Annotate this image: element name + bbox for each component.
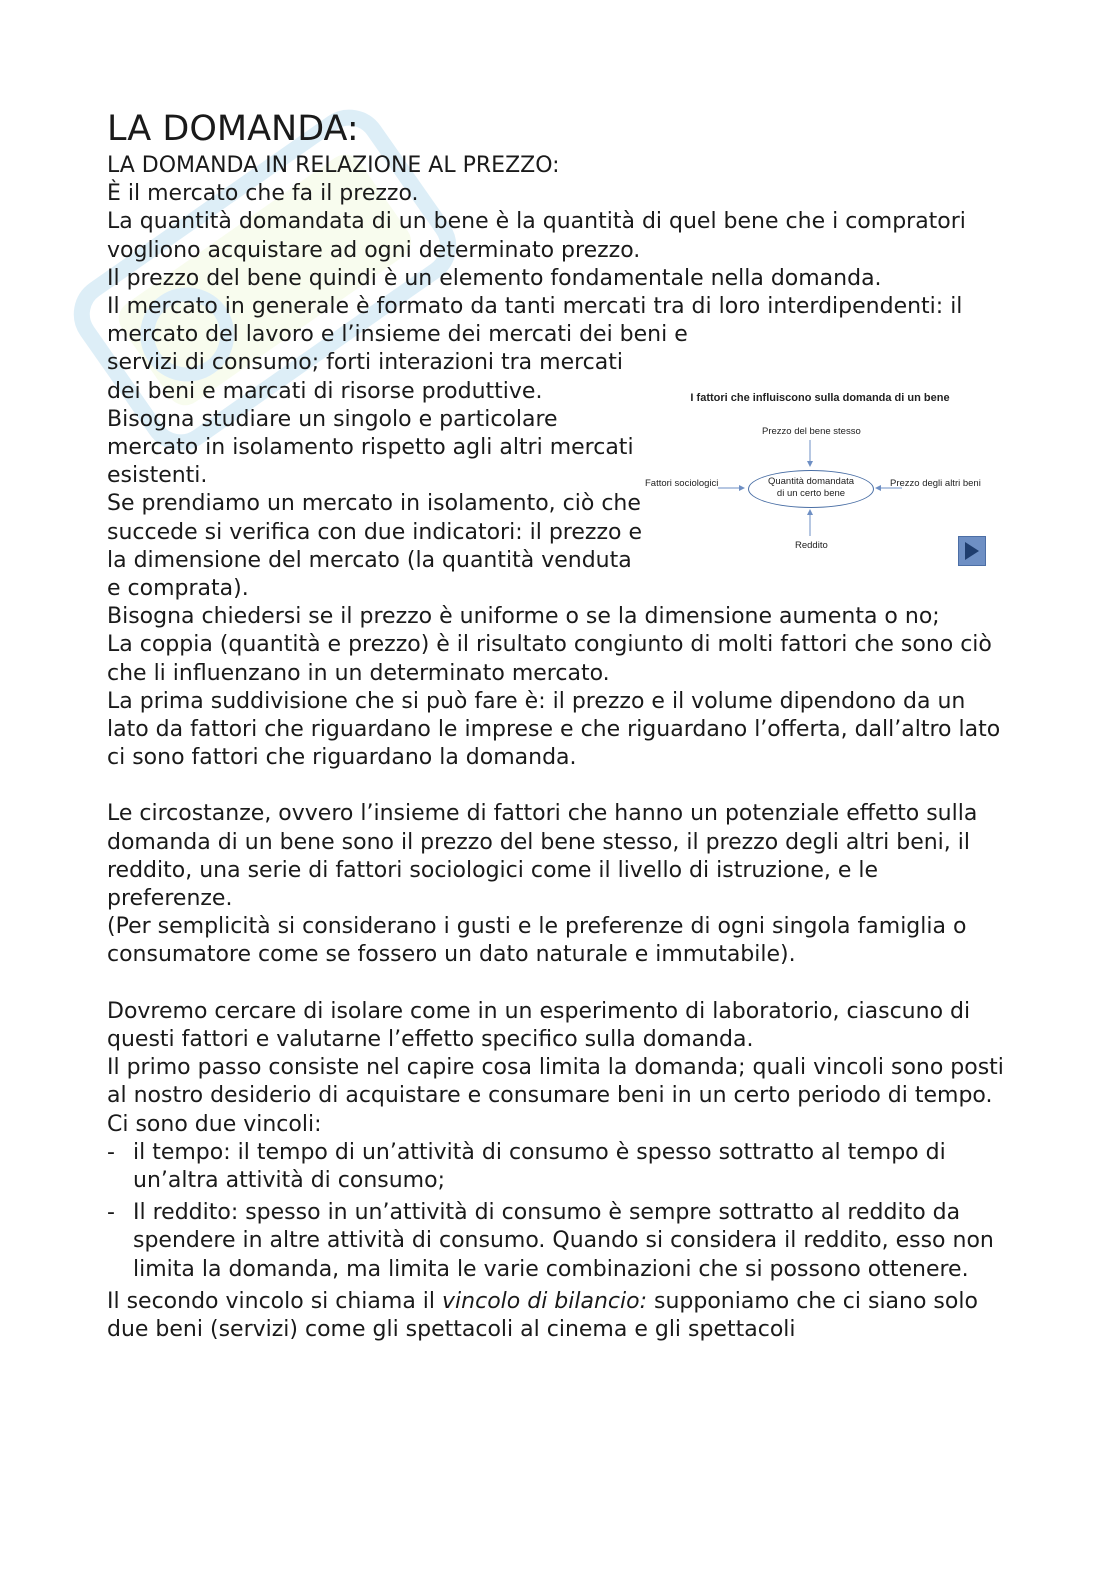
paragraph: La prima suddivisione che si può fare è: il prezzo e il volume dipendono da un lato da fattori che riguardano le imprese e che riguardano l’offerta, dall’altro lato ci sono fattori che riguardano la domanda. — [107, 688, 1001, 771]
paragraph: La quantità domandata di un bene è la quantità di quel bene che i compratori vogliono acquistare ad ogni determinato prezzo. — [107, 209, 966, 263]
paragraph: Il prezzo del bene quindi è un elemento fondamentale nella domanda. — [107, 265, 882, 291]
paragraph: Dovremo cercare di isolare come in un esperimento di laboratorio, ciascuno di questi fattori e valutarne l’effetto specifico sulla domanda. — [107, 998, 971, 1052]
paragraph: La coppia (quantità e prezzo) è il risultato congiunto di molti fattori che sono ciò che li influenzano in un determinato mercato. — [107, 632, 992, 686]
paragraph: (Per semplicità si considerano i gusti e le preferenze di ogni singola famiglia o consumatore come se fossero un dato naturale e immutabile). — [107, 914, 967, 968]
diagram-center-line2: di un certo bene — [776, 488, 846, 499]
diagram-label-right: Prezzo degli altri beni — [890, 478, 981, 489]
paragraph: Il mercato in generale è formato da tanti mercati tra di loro interdipendenti: il mercato del lavoro e l’insieme dei mercati dei beni e — [107, 294, 963, 348]
paragraph-last — [107, 1288, 1007, 1344]
diagram-center-ellipse — [748, 470, 874, 508]
paragraph: Il primo passo consiste nel capire cosa limita la domanda; quali vincoli sono posti al nostro desiderio di acquistare e consumare beni in un certo periodo di tempo. — [107, 1055, 1004, 1109]
paragraph: Bisogna chiedersi se il prezzo è uniforme o se la dimensione aumenta o no; — [107, 604, 940, 630]
diagram-label-left: Fattori sociologici — [645, 478, 719, 489]
diagram-center-line1: Quantità domandata — [767, 476, 855, 487]
diagram-label-top: Prezzo del bene stesso — [762, 426, 861, 437]
play-button[interactable] — [958, 536, 986, 566]
document-body — [107, 108, 1007, 1344]
paragraph: È il mercato che fa il prezzo. — [107, 181, 419, 207]
list-item: - Il reddito: spesso in un’attività di consumo è sempre sottratto al reddito da spendere in altre attività di consumo. Quando si considera il reddito, esso non limita la domanda, ma limita le varie combinazioni che si possono ottenere. — [107, 1199, 1007, 1284]
diagram-title: I fattori che influiscono sulla domanda di un bene — [690, 392, 950, 404]
italic-term: vincolo di bilancio: — [442, 1288, 647, 1314]
play-icon — [963, 541, 981, 561]
paragraph: Le circostanze, ovvero l’insieme di fattori che hanno un potenziale effetto sulla domanda di un bene sono il prezzo del bene stesso, il prezzo degli altri beni, il reddito, una serie di fattori sociologici come il livello di istruzione, e le preferenze. — [107, 801, 978, 912]
paragraph: Bisogna studiare un singolo e particolare mercato in isolamento rispetto agli altri mercati esistenti. — [107, 406, 634, 489]
list-item: - il tempo: il tempo di un’attività di consumo è spesso sottratto al tempo di un’altra attività di consumo; — [107, 1139, 1007, 1195]
page-title: LA DOMANDA: — [107, 109, 359, 149]
paragraph: Ci sono due vincoli: — [107, 1111, 322, 1137]
text-run: supponiamo che ci siano solo due beni (servizi) come gli spettacoli al cinema e gli spettacoli — [107, 1288, 978, 1342]
diagram-label-bottom: Reddito — [795, 540, 828, 551]
paragraph: Se prendiamo un mercato in isolamento, ciò che succede si verifica con due indicatori: il prezzo e la dimensione del mercato (la quantità venduta e comprata). — [107, 491, 642, 602]
demand-factors-diagram — [640, 388, 1000, 578]
text-run: Il secondo vincolo si chiama il — [107, 1288, 443, 1314]
section-subtitle: LA DOMANDA IN RELAZIONE AL PREZZO: — [107, 153, 560, 178]
constraints-list — [107, 1139, 1007, 1284]
paragraph: servizi di consumo; forti interazioni tra mercati dei beni e marcati di risorse produttive. — [107, 350, 623, 404]
